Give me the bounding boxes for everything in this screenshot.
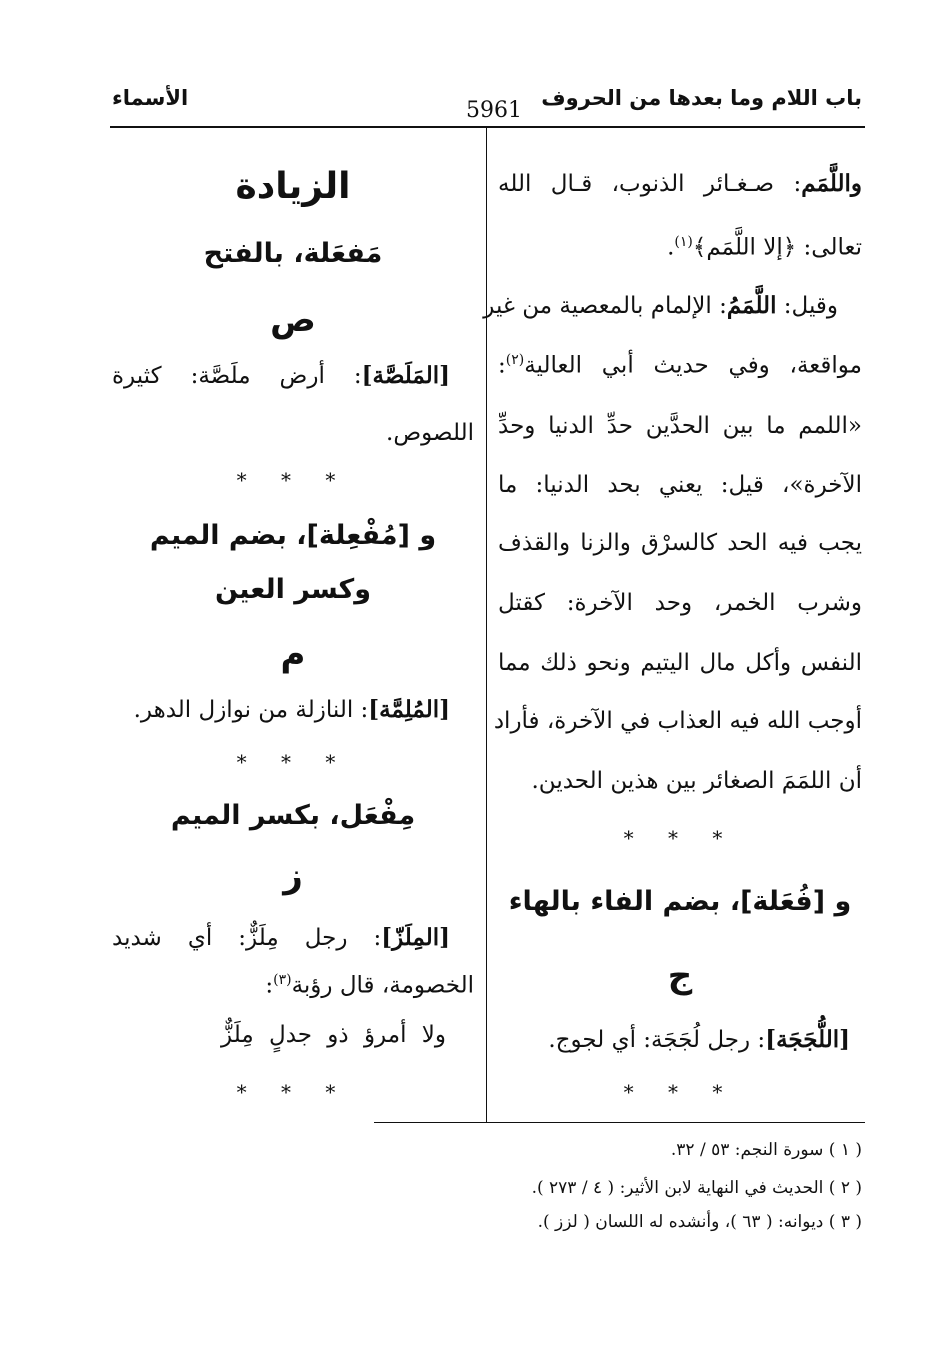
separator-stars: * * * — [623, 826, 737, 850]
footnote-ref-3: (٣) — [273, 972, 292, 988]
term-lamam: واللَّمَم — [801, 170, 862, 197]
text: وقيل: — [776, 293, 838, 319]
term-malassa: [المَلَصَّة] — [361, 362, 450, 389]
right-line-8: وشرب الخمر، وحد الآخرة: كقتل — [498, 590, 862, 616]
section-heading-fuala: و [فُعَلة]، بضم الفاء بالهاء — [508, 886, 852, 917]
term-lujaja: [اللُّجَجَة] — [765, 1026, 850, 1053]
right-line-2 — [667, 234, 862, 261]
text: الخصومة، قال رؤبة — [291, 972, 474, 999]
header-rule — [110, 126, 865, 128]
verse-ruba: ولا أمرؤ ذو جدلٍ مِلَزٌّ — [221, 1022, 446, 1048]
right-line-4 — [498, 352, 862, 379]
right-line-10: أوجب الله فيه العذاب في الآخرة، فأراد — [493, 708, 862, 734]
quran-quote: تعالى: ﴿إلا اللَّمَم﴾ — [692, 234, 862, 261]
text: : رجل مِلَزٌّ: أي شديد — [112, 925, 382, 951]
text: مواقعة، وفي حديث أبي العالية — [524, 352, 862, 379]
separator-stars: * * * — [623, 1080, 737, 1104]
footnote-ref-2: (٢) — [505, 352, 525, 368]
entry-mulimma — [134, 696, 450, 723]
term-mulimma: [المُلِمَّة] — [368, 696, 450, 723]
text: : — [498, 352, 506, 379]
running-header-chapter: باب اللام وما بعدها من الحروف — [541, 86, 862, 110]
section-heading-mufila: و [مُفْعِلة]، بضم الميم — [149, 520, 437, 551]
footnote-rule — [374, 1122, 865, 1123]
entry-malassa-line-2: اللصوص. — [386, 420, 474, 446]
column-divider — [486, 128, 487, 1122]
right-line-7: يجب فيه الحد كالسرْق والزنا والقذف — [498, 530, 862, 556]
root-letter-jim: ج — [667, 956, 693, 996]
running-header-section: الأسماء — [112, 86, 189, 110]
text: : رجل لُجَجَة: أي لجوج. — [548, 1027, 766, 1053]
section-heading-mafala: مَفعَلة، بالفتح — [203, 238, 383, 269]
section-heading-mifal: مِفْعَل، بكسر الميم — [170, 800, 416, 831]
footnote-1: ( ١ ) سورة النجم: ٥٣ / ٣٢. — [670, 1140, 862, 1160]
page-number: 5961 — [466, 98, 522, 123]
separator-stars: * * * — [236, 1080, 350, 1104]
footnote-3: ( ٣ ) ديوانه: ( ٦٣ )، وأنشده له اللسان ( لزز ). — [537, 1212, 862, 1232]
section-title-ziyada: الزيادة — [235, 166, 351, 207]
term-lamamu: اللَّمَمُ — [726, 292, 777, 319]
root-letter-sad: ص — [270, 300, 316, 340]
right-line-6: الآخرة»، قيل: يعني بحد الدنيا: ما — [498, 472, 862, 498]
entry-lujaja — [548, 1026, 850, 1053]
text: : أرض ملَصَّة: كثيرة — [112, 363, 362, 389]
text: : — [265, 972, 274, 999]
right-line-9: النفس وأكل مال اليتيم ونحو ذلك مما — [498, 650, 862, 676]
entry-milazz-line-2 — [265, 972, 474, 999]
text: : الإلمام بالمعصية من غير — [483, 293, 727, 319]
root-letter-zay: ز — [283, 856, 303, 896]
separator-stars: * * * — [236, 468, 350, 492]
right-line-3 — [483, 292, 838, 319]
term-milazz: [المِلَزّ] — [381, 924, 450, 951]
right-line-5: «اللمم ما بين الحدَّين حدِّ الدنيا وحدِّ — [498, 413, 862, 439]
entry-malassa-line-1 — [112, 362, 450, 389]
section-heading-mufila-2: وكسر العين — [214, 574, 372, 605]
right-line-1 — [498, 170, 862, 197]
root-letter-mim: م — [280, 634, 306, 674]
right-line-11: أن اللمَمَ الصغائر بين هذين الحدين. — [531, 768, 862, 794]
footnote-2: ( ٢ ) الحديث في النهاية لابن الأثير: ( ٤ / ٢٧٣ ). — [531, 1178, 862, 1198]
entry-milazz-line-1 — [112, 924, 450, 951]
text: : صـغـائر الذنوب، قـال الله — [498, 171, 802, 197]
text: : النازلة من نوازل الدهر. — [133, 697, 369, 723]
text: . — [667, 234, 675, 261]
footnote-ref-1: (١) — [674, 234, 693, 250]
separator-stars: * * * — [236, 750, 350, 774]
